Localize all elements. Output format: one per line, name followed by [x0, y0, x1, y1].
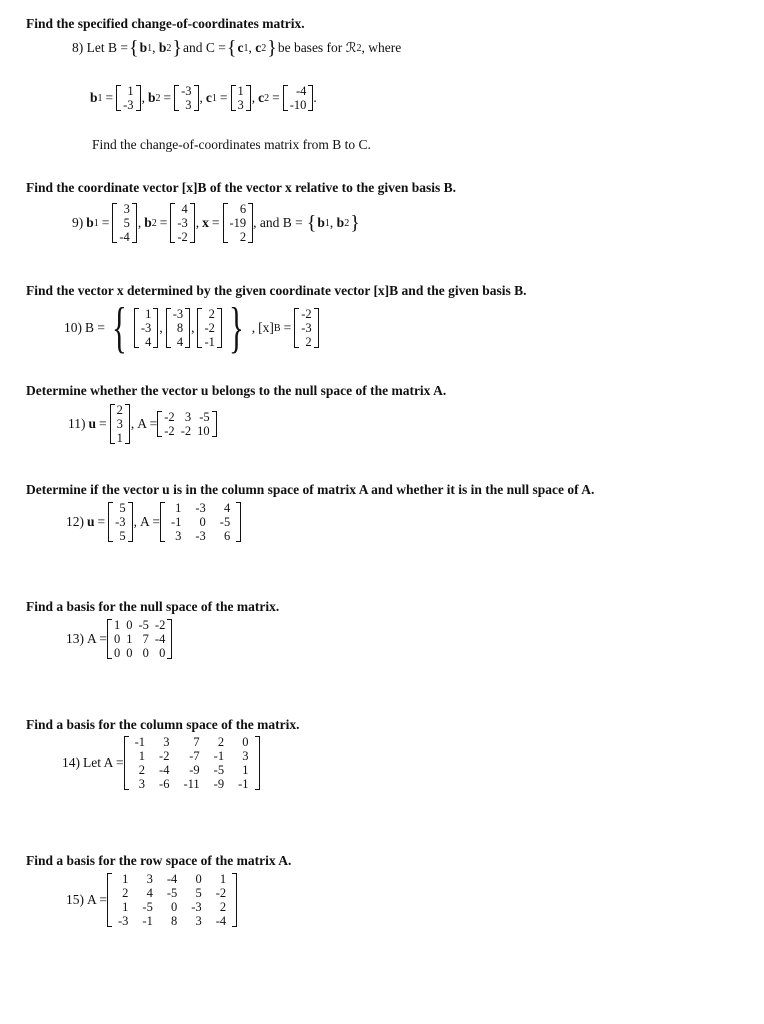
equals-sign: =: [159, 215, 168, 230]
matrix-entry: -6: [159, 777, 170, 791]
a-label: A =: [87, 892, 107, 907]
matrix-entry: 1: [242, 763, 249, 777]
matrix-entry: 3: [116, 417, 123, 431]
xb-vector: [294, 307, 318, 349]
matrix-entry: 2: [122, 886, 129, 900]
matrix-entry: 6: [239, 202, 247, 216]
matrix-entry: 8: [176, 321, 184, 335]
matrix-entry: 4: [146, 886, 153, 900]
right-brace-icon: }: [172, 37, 182, 59]
matrix-entry: -2: [204, 321, 215, 335]
u-label: u: [88, 416, 97, 431]
matrix-entry: -5: [219, 515, 231, 529]
matrix-entry: -5: [138, 618, 149, 632]
matrix-entry: -4: [154, 632, 166, 646]
problem-14-statement: [62, 735, 260, 791]
c2-label-subscript: 2: [264, 92, 270, 104]
comma: ,: [159, 320, 163, 335]
matrix-entry: 1: [138, 749, 146, 763]
matrix-entry: -2: [159, 749, 170, 763]
heading-problem-13: Find a basis for the null space of the matrix.: [26, 599, 280, 614]
matrix-entry: 7: [193, 735, 200, 749]
matrix-entry: 5: [195, 886, 202, 900]
matrix-entry: 1: [219, 872, 227, 886]
matrix-entry: 3: [184, 410, 192, 424]
left-brace-icon: {: [112, 297, 127, 359]
matrix-entry: 10: [197, 424, 210, 438]
matrix-entry: 6: [223, 529, 231, 543]
b1-label-subscript: 1: [97, 92, 103, 104]
heading-problem-8: Find the specified change-of-coordinates matrix.: [26, 16, 305, 31]
b2-subscript: 2: [344, 217, 350, 229]
r-symbol: ℛ: [345, 40, 357, 55]
equals-sign: =: [105, 90, 114, 105]
problem-number: 10): [64, 320, 82, 335]
matrix-entry: -2: [215, 886, 227, 900]
b1-label: b: [90, 90, 98, 105]
xb-label: [x]: [258, 320, 274, 335]
b1-label-subscript: 1: [93, 217, 99, 229]
matrix-entry: 4: [223, 501, 231, 515]
problem-11-statement: [68, 403, 217, 445]
period: .: [313, 90, 317, 105]
matrix-entry: 1: [114, 618, 121, 632]
matrix-entry: -3: [181, 84, 192, 98]
heading-problem-12: Determine if the vector u is in the column space of matrix A and whether it is in the null space of A.: [26, 482, 595, 497]
heading-problem-11: Determine whether the vector u belongs to the null space of the matrix A.: [26, 383, 447, 398]
a-matrix: [107, 872, 237, 928]
c1-label: c: [205, 90, 212, 105]
matrix-entry: 0: [142, 646, 149, 660]
heading-problem-14: Find a basis for the column space of the matrix.: [26, 717, 300, 732]
matrix-entry: 0: [171, 900, 178, 914]
a-label: Let A =: [83, 755, 124, 770]
comma: ,: [191, 320, 195, 335]
equals-sign: =: [99, 416, 107, 431]
matrix-entry: 2: [219, 900, 227, 914]
x-label: x: [202, 215, 209, 230]
matrix-entry: -4: [215, 914, 227, 928]
matrix-entry: -2: [177, 230, 188, 244]
matrix-entry: 5: [119, 529, 126, 543]
matrix-entry: -3: [172, 307, 184, 321]
problem-8-statement: 8) Let B = { b 1 , b 2 } and C = { c 1 , c 2 } be bases for ℛ 2 , where: [72, 37, 402, 59]
b2-symbol: b: [336, 215, 345, 230]
matrix-entry: 4: [181, 202, 188, 216]
problem-15-statement: [66, 872, 237, 928]
matrix-entry: -9: [189, 763, 200, 777]
comma: ,: [251, 90, 256, 105]
matrix-entry: 3: [185, 98, 192, 112]
matrix-entry: 0: [159, 646, 166, 660]
matrix-entry: 1: [175, 501, 182, 515]
b1-symbol: b: [317, 215, 325, 230]
matrix-entry: 1: [145, 307, 152, 321]
matrix-entry: -9: [213, 777, 225, 791]
c1-subscript: 1: [243, 42, 249, 54]
a-label: A =: [87, 631, 107, 646]
matrix-entry: -1: [204, 335, 215, 349]
matrix-entry: 0: [126, 618, 133, 632]
equals-sign: =: [219, 90, 228, 105]
r-exponent: 2: [356, 42, 362, 54]
problem-12-statement: [66, 501, 241, 543]
a-label: A =: [139, 514, 160, 529]
matrix-entry: -3: [140, 321, 152, 335]
matrix-entry: -2: [301, 307, 312, 321]
b1-vector: [116, 84, 140, 112]
bases-text: be bases for: [277, 40, 343, 55]
matrix-entry: 5: [119, 501, 126, 515]
matrix-entry: 0: [114, 632, 121, 646]
c2-symbol: c: [255, 40, 262, 55]
matrix-entry: 1: [122, 900, 129, 914]
matrix-entry: 3: [146, 872, 153, 886]
heading-problem-10: Find the vector x determined by the given coordinate vector [x]B and the given basis B.: [26, 283, 527, 298]
matrix-entry: -3: [195, 529, 206, 543]
matrix-entry: -5: [199, 410, 210, 424]
a-matrix: [107, 618, 172, 660]
matrix-entry: 5: [123, 216, 130, 230]
matrix-entry: -1: [238, 777, 249, 791]
matrix-entry: 3: [237, 98, 244, 112]
matrix-entry: 3: [195, 914, 202, 928]
b2-label: b: [147, 90, 156, 105]
matrix-entry: 2: [217, 735, 225, 749]
matrix-entry: 0: [114, 646, 121, 660]
matrix-entry: -10: [289, 98, 307, 112]
heading-problem-9: Find the coordinate vector [x]B of the vector x relative to the given basis B.: [26, 180, 457, 195]
comma: ,: [195, 215, 200, 230]
b1-subscript: 1: [147, 42, 153, 54]
problem-number: 15): [66, 892, 84, 907]
u-vector: [110, 403, 130, 445]
matrix-entry: 3: [242, 749, 249, 763]
left-brace-icon: {: [226, 37, 237, 59]
let-b-text: Let B =: [86, 40, 128, 55]
left-brace-icon: {: [128, 37, 139, 59]
matrix-entry: 1: [122, 872, 129, 886]
u-vector: [108, 501, 132, 543]
c2-label: c: [258, 90, 265, 105]
problem-number: 11): [68, 416, 86, 431]
matrix-entry: -3: [118, 914, 129, 928]
matrix-entry: 0: [126, 646, 133, 660]
a-matrix: [124, 735, 260, 791]
b1-symbol: b: [139, 40, 148, 55]
matrix-entry: 3: [138, 777, 146, 791]
matrix-entry: 1: [126, 632, 133, 646]
problem-9-statement: 9) b 1 = 3 5 -4 , b 2 = 4 -3 -2 , x = 6 -19 2 , and B = { b 1 , b 2 }: [72, 202, 360, 244]
matrix-entry: 0: [242, 735, 249, 749]
b2-label: b: [144, 215, 152, 230]
comma: ,: [199, 90, 203, 105]
comma: ,: [130, 416, 135, 431]
matrix-entry: -2: [154, 618, 166, 632]
b2-symbol: b: [158, 40, 167, 55]
b2-subscript: 2: [166, 42, 172, 54]
basis-vector-2: [166, 307, 190, 349]
b2-label-subscript: 2: [155, 92, 161, 104]
problem-number: 13): [66, 631, 84, 646]
basis-vector-3: [197, 307, 221, 349]
c1-symbol: c: [237, 40, 244, 55]
matrix-entry: -4: [166, 872, 178, 886]
matrix-entry: -3: [177, 216, 188, 230]
matrix-entry: 3: [163, 735, 170, 749]
matrix-entry: -5: [166, 886, 178, 900]
c1-vector: [231, 84, 251, 112]
matrix-entry: -3: [301, 321, 312, 335]
matrix-entry: 1: [237, 84, 244, 98]
b2-vector: [170, 202, 194, 244]
b1-vector: [112, 202, 136, 244]
matrix-entry: -3: [191, 900, 202, 914]
comma: ,: [133, 514, 137, 529]
problem-8-vectors: [90, 84, 317, 112]
matrix-entry: -2: [164, 410, 175, 424]
matrix-entry: 0: [199, 515, 206, 529]
problem-8-instruction: Find the change-of-coordinates matrix from B to C.: [92, 137, 371, 152]
basis-vector-1: [134, 307, 158, 349]
b1-subscript: 1: [324, 217, 330, 229]
matrix-entry: 4: [145, 335, 152, 349]
equals-sign: =: [101, 215, 110, 230]
c2-subscript: 2: [261, 42, 267, 54]
matrix-entry: -11: [183, 777, 200, 791]
problem-10-statement: [64, 297, 319, 359]
matrix-entry: 1: [116, 431, 123, 445]
comma: ,: [251, 320, 256, 335]
matrix-entry: -5: [213, 763, 225, 777]
matrix-entry: -1: [134, 735, 146, 749]
u-label: u: [87, 514, 95, 529]
c2-vector: [283, 84, 317, 112]
matrix-entry: -2: [180, 424, 192, 438]
matrix-entry: -4: [159, 763, 170, 777]
a-matrix: [157, 410, 216, 438]
comma: ,: [141, 90, 145, 105]
problem-13-statement: [66, 618, 172, 660]
matrix-entry: -2: [164, 424, 175, 438]
equals-sign: =: [163, 90, 172, 105]
matrix-entry: 2: [208, 307, 215, 321]
right-brace-icon: }: [267, 37, 277, 59]
matrix-entry: 4: [176, 335, 184, 349]
comma: ,: [137, 215, 142, 230]
b1-label: b: [86, 215, 94, 230]
b2-label-subscript: 2: [151, 217, 157, 229]
matrix-entry: 2: [138, 763, 146, 777]
matrix-entry: -1: [170, 515, 182, 529]
matrix-entry: 3: [175, 529, 182, 543]
x-vector: [223, 202, 254, 244]
left-brace-icon: {: [306, 212, 317, 234]
matrix-entry: -1: [142, 914, 153, 928]
matrix-entry: -19: [229, 216, 247, 230]
b-label: B =: [85, 320, 105, 335]
problem-number: 14): [62, 755, 80, 770]
matrix-entry: 8: [171, 914, 178, 928]
matrix-entry: -7: [189, 749, 200, 763]
a-label: A =: [137, 416, 158, 431]
matrix-entry: 0: [195, 872, 202, 886]
where-text: , where: [361, 40, 402, 55]
matrix-entry: 3: [123, 202, 130, 216]
problem-number: 12): [66, 514, 84, 529]
matrix-entry: 7: [142, 632, 149, 646]
problem-number: 9): [72, 215, 84, 230]
right-brace-icon: }: [350, 212, 360, 234]
equals-sign: =: [211, 215, 220, 230]
and-b-text: , and B =: [253, 215, 303, 230]
matrix-entry: 2: [305, 335, 312, 349]
a-matrix: [160, 501, 241, 543]
matrix-entry: -1: [213, 749, 225, 763]
equals-sign: =: [272, 90, 280, 105]
matrix-entry: 1: [127, 84, 134, 98]
c1-label-subscript: 1: [211, 92, 217, 104]
matrix-entry: -4: [119, 230, 130, 244]
matrix-entry: 2: [116, 403, 123, 417]
problem-number: 8): [72, 40, 84, 55]
and-c-text: and C =: [182, 40, 226, 55]
matrix-entry: -4: [296, 84, 307, 98]
matrix-entry: 2: [239, 230, 247, 244]
right-brace-icon: }: [228, 297, 244, 359]
equals-sign: =: [97, 514, 106, 529]
matrix-entry: -3: [123, 98, 134, 112]
matrix-entry: -5: [142, 900, 153, 914]
matrix-entry: -3: [195, 501, 206, 515]
xb-subscript: B: [273, 322, 281, 334]
equals-sign: =: [283, 320, 292, 335]
matrix-entry: -3: [115, 515, 126, 529]
b2-vector: [174, 84, 198, 112]
heading-problem-15: Find a basis for the row space of the matrix A.: [26, 853, 292, 868]
